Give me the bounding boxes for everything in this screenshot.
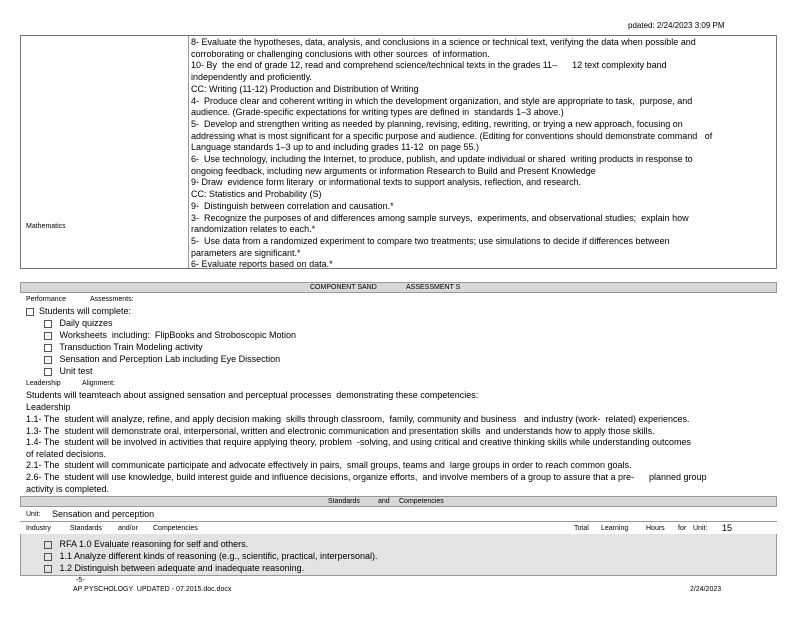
performance-label: Performance [26, 296, 67, 303]
standard-line: ongoing feedback, including new arguments or information Research to Build and Present Knowledge [191, 165, 596, 176]
leadership-label: Leadership [26, 380, 61, 387]
row-divider [20, 521, 777, 522]
unit-value: Sensation and perception [52, 509, 155, 519]
hours-label: Hours [646, 525, 665, 532]
page-number: -5- [76, 577, 85, 584]
standard-line: corroborating or challenging conclusions with other sources of information. [191, 48, 490, 59]
bullet-icon [44, 320, 52, 328]
standard-line: randomization relates to each.* [191, 224, 316, 235]
assessment-item: Worksheets including: FlipBooks and Stroboscopic Motion [44, 330, 296, 340]
leadership-sublabel: Alignment: [82, 380, 116, 387]
unit-label: Unit: [26, 511, 41, 518]
standards-bar [20, 496, 777, 507]
assessment-item: Daily quizzes [44, 318, 113, 328]
standard-line: 9- Distinguish between correlation and causation.* [191, 200, 394, 211]
standard-line: 8- Evaluate the hypotheses, data, analysis, and conclusions in a science or technical text, verifying the data when possible and [191, 37, 696, 47]
standards-text [191, 37, 774, 271]
standard-line: 6- Use technology, including the Internet, to produce, publish, and update individual or shared writing products in response to [191, 154, 693, 165]
bullet-icon [44, 368, 52, 376]
standard-line: 6- Evaluate reports based on data.* [191, 259, 333, 270]
performance-sublabel: Assessments: [90, 296, 134, 303]
and-label: and [378, 498, 390, 505]
assessment-item: Sensation and Perception Lab including Eye Dissection [44, 354, 280, 364]
unit-col-label: Unit: [693, 525, 708, 532]
standard-line: parameters are significant.* [191, 247, 301, 258]
updated-timestamp: pdated: 2/24/2023 3:09 PM [628, 21, 725, 30]
footer-date: 2/24/2023 [690, 586, 722, 593]
components-bar [20, 282, 777, 293]
leadership-line: 1.4- The student will be involved in activities that require applying theory, problem -solving, and using critical and creative thinking skills while understanding outcomes [26, 437, 692, 448]
standard-line: audience. (Grade-specific expectations for writing types are defined in standards 1–3 above.) [191, 107, 564, 118]
leadership-line: activity is completed. [26, 483, 110, 494]
leadership-line: 1.1- The student will analyze, refine, and apply decision making skills through classroom, family, community and business and industry (work- related) experiences. [26, 414, 690, 424]
assessment-item: Transduction Train Modeling activity [44, 342, 203, 352]
hours-value: 15 [722, 523, 733, 533]
subject-label: Mathematics [26, 223, 66, 230]
components-label: COMPONENT SAND [310, 284, 377, 291]
standard-line: independently and proficiently. [191, 72, 312, 83]
standard-line: 3- Recognize the purposes of and differences among sample surveys, experiments, and observational studies; explain how [191, 212, 689, 223]
standard-line: 10- By the end of grade 12, read and comprehend science/technical texts in the grades 11– 12 text complexity band [191, 60, 667, 71]
bullet-icon [26, 308, 34, 316]
bullet-icon [44, 332, 52, 340]
rfa-item: 1.2 Distinguish between adequate and inadequate reasoning. [44, 563, 304, 573]
andor-label: and/or [118, 525, 138, 532]
rfa-item: RFA 1.0 Evaluate reasoning for self and others. [44, 539, 248, 549]
bullet-icon [44, 565, 52, 573]
competencies-col-label: Competencies [153, 525, 198, 532]
leadership-heading: Leadership [26, 402, 71, 412]
standard-line: Language standards 1–3 up to and including grades 11-12 on page 55.) [191, 142, 480, 153]
footer-filename: AP PYSCHOLOGY UPDATED - 07.2015.doc.docx [73, 586, 232, 593]
standard-line: 5- Develop and strengthen writing as needed by planning, revising, editing, rewriting, or trying a new approach, focusing on [191, 118, 683, 129]
standard-line: CC: Statistics and Probability (S) [191, 189, 322, 200]
for-label: for [678, 525, 687, 532]
bullet-icon [44, 356, 52, 364]
performance-intro: Students will complete: [26, 306, 131, 316]
leadership-line: 1.3- The student will demonstrate oral, interpersonal, written and electronic communication and presentation skills and understands how to apply those skills. [26, 425, 655, 436]
learning-label: Learning [601, 525, 629, 532]
standard-line: CC: Writing (11-12) Production and Distribution of Writing [191, 83, 419, 94]
standards-label: Standards [328, 498, 360, 505]
bullet-icon [44, 541, 52, 549]
standard-line: 9- Draw evidence form literary or informational texts to support analysis, reflection, and research. [191, 177, 582, 188]
column-divider [188, 36, 189, 268]
total-label: Total [574, 525, 589, 532]
industry-label: Industry [26, 525, 51, 532]
assessment-item: Unit test [44, 366, 93, 376]
assessments-label: ASSESSMENT S [406, 284, 461, 291]
standard-line: addressing what is most significant for a specific purpose and audience. (Editing for conventions should demonstrate command of [191, 130, 713, 141]
leadership-intro: Students will teamteach about assigned sensation and perceptual processes demonstrating these competencies: [26, 390, 479, 400]
leadership-line: of related decisions. [26, 448, 107, 459]
standard-line: 5- Use data from a randomized experiment to compare two treatments; use simulations to decide if differences between [191, 235, 670, 246]
competencies-label: Competencies [399, 498, 444, 505]
rfa-item: 1.1 Analyze different kinds of reasoning (e.g., scientific, practical, interpersonal). [44, 551, 378, 561]
standards-col-label: Standards [70, 525, 102, 532]
standard-line: 4- Produce clear and coherent writing in which the development organization, and style are appropriate to task, purpose, and [191, 95, 693, 106]
leadership-line: 2.6- The student will use knowledge, build interest guide and influence decisions, organize efforts, and involve members of a group to assure that a pre- planned group [26, 472, 707, 482]
bullet-icon [44, 344, 52, 352]
leadership-line: 2.1- The student will communicate participate and advocate effectively in pairs, small groups, teams and large groups in order to reach common goals. [26, 460, 632, 471]
bullet-icon [44, 553, 52, 561]
standards-table [20, 35, 777, 269]
